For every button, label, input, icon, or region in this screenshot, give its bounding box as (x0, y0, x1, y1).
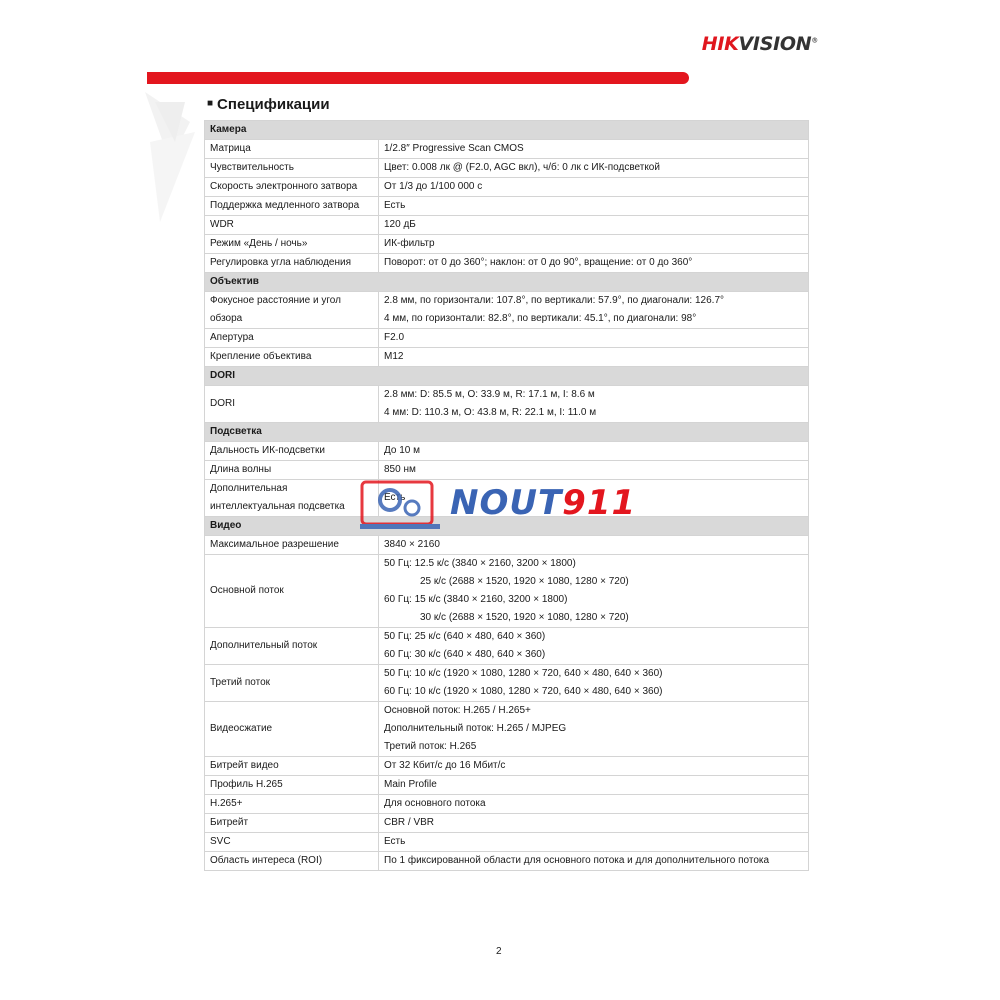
spec-value (379, 254, 809, 273)
spec-value-line: От 32 Кбит/с до 16 Мбит/с (384, 760, 506, 771)
spec-value (379, 140, 809, 159)
spec-value-line: Дополнительный поток: H.265 / MJPEG (384, 723, 567, 734)
spec-value (379, 386, 809, 423)
spec-key: Битрейт (205, 814, 379, 833)
spec-key: Фокусное расстояние и угол обзора (205, 292, 379, 329)
spec-value-line: 50 Гц: 10 к/с (1920 × 1080, 1280 × 720, 640 × 480, 640 × 360) (384, 668, 663, 679)
spec-value-line: 850 нм (384, 464, 416, 475)
section-header (205, 121, 809, 140)
table-row (205, 254, 809, 273)
spec-value (379, 235, 809, 254)
spec-value-line: 1/2.8″ Progressive Scan CMOS (384, 143, 524, 154)
spec-value-line: До 10 м (384, 445, 421, 456)
spec-key: Битрейт видео (205, 757, 379, 776)
spec-value-line: 30 к/с (2688 × 1520, 1920 × 1080, 1280 × 720) (420, 612, 629, 623)
spec-key: H.265+ (205, 795, 379, 814)
spec-key: Дальность ИК-подсветки (205, 442, 379, 461)
watermark-text: NOUT911 (450, 483, 637, 523)
spec-value (379, 628, 809, 665)
spec-value (379, 159, 809, 178)
spec-value (379, 757, 809, 776)
spec-key: Апертура (205, 329, 379, 348)
table-row (205, 159, 809, 178)
spec-value (379, 536, 809, 555)
spec-value-line: ИК-фильтр (384, 238, 435, 249)
spec-value-line: 4 мм: D: 110.3 м, O: 43.8 м, R: 22.1 м, I: 11.0 м (384, 407, 597, 418)
spec-value (379, 442, 809, 461)
spec-key: Регулировка угла наблюдения (205, 254, 379, 273)
spec-key: SVC (205, 833, 379, 852)
spec-value (379, 197, 809, 216)
spec-value-line: Поворот: от 0 до 360°; наклон: от 0 до 90°, вращение: от 0 до 360° (384, 257, 693, 268)
spec-key: WDR (205, 216, 379, 235)
spec-key: Максимальное разрешение (205, 536, 379, 555)
table-row (205, 235, 809, 254)
table-row (205, 216, 809, 235)
spec-value-line: 2.8 мм, по горизонтали: 107.8°, по вертикали: 57.9°, по диагонали: 126.7° (384, 295, 725, 306)
table-row (205, 178, 809, 197)
page-number: 2 (496, 946, 502, 957)
table-row (205, 814, 809, 833)
table-row (205, 833, 809, 852)
table-row (205, 197, 809, 216)
spec-value (379, 833, 809, 852)
table-row (205, 536, 809, 555)
spec-key: Видеосжатие (205, 702, 379, 757)
spec-value-line: Для основного потока (384, 798, 486, 809)
spec-value-line: Есть (384, 836, 406, 847)
spec-value-line: 4 мм, по горизонтали: 82.8°, по вертикали: 45.1°, по диагонали: 98° (384, 313, 697, 324)
table-row (205, 292, 809, 329)
spec-value-line: Цвет: 0.008 лк @ (F2.0, AGC вкл), ч/б: 0 лк с ИК-подсветкой (384, 162, 660, 173)
spec-value (379, 292, 809, 329)
spec-value-line: 25 к/с (2688 × 1520, 1920 × 1080, 1280 × 720) (420, 576, 629, 587)
spec-key: Скорость электронного затвора (205, 178, 379, 197)
table-row (205, 386, 809, 423)
spec-value-line: 60 Гц: 30 к/с (640 × 480, 640 × 360) (384, 649, 546, 660)
spec-value-line: По 1 фиксированной области для основного потока и для дополнительного потока (384, 855, 770, 866)
spec-value-line: M12 (384, 351, 404, 362)
section-header (205, 367, 809, 386)
spec-key: DORI (205, 386, 379, 423)
spec-key: Поддержка медленного затвора (205, 197, 379, 216)
spec-value (379, 329, 809, 348)
spec-value (379, 776, 809, 795)
table-row (205, 628, 809, 665)
section-title: Видео (205, 517, 809, 536)
spec-value-line: 60 Гц: 15 к/с (3840 × 2160, 3200 × 1800) (384, 594, 568, 605)
spec-value-line: 2.8 мм: D: 85.5 м, O: 33.9 м, R: 17.1 м, I: 8.6 м (384, 389, 595, 400)
spec-value-line: 60 Гц: 10 к/с (1920 × 1080, 1280 × 720, 640 × 480, 640 × 360) (384, 686, 663, 697)
spec-key: Крепление объектива (205, 348, 379, 367)
table-row (205, 348, 809, 367)
spec-value (379, 814, 809, 833)
spec-key: Область интереса (ROI) (205, 852, 379, 871)
table-row (205, 702, 809, 757)
spec-value-line: 50 Гц: 12.5 к/с (3840 × 2160, 3200 × 1800) (384, 558, 576, 569)
spec-value-line: От 1/3 до 1/100 000 с (384, 181, 483, 192)
spec-value-line: Есть (384, 200, 406, 211)
section-header (205, 273, 809, 292)
spec-key: Дополнительная интеллектуальная подсветка (205, 480, 379, 517)
spec-value-line: 120 дБ (384, 219, 416, 230)
table-row (205, 757, 809, 776)
table-row (205, 555, 809, 628)
hikvision-logo: HIKVISION® (701, 33, 818, 55)
spec-value-line: CBR / VBR (384, 817, 435, 828)
spec-value (379, 348, 809, 367)
spec-key: Матрица (205, 140, 379, 159)
section-header (205, 423, 809, 442)
spec-value (379, 555, 809, 628)
spec-value (379, 178, 809, 197)
table-row (205, 665, 809, 702)
spec-value (379, 702, 809, 757)
spec-key: Третий поток (205, 665, 379, 702)
spec-key: Режим «День / ночь» (205, 235, 379, 254)
spec-value-line: Есть (384, 492, 406, 503)
spec-key: Профиль H.265 (205, 776, 379, 795)
spec-value-line: 50 Гц: 25 к/с (640 × 480, 640 × 360) (384, 631, 546, 642)
spec-value-line: Main Profile (384, 779, 437, 790)
table-row (205, 140, 809, 159)
section-title: DORI (205, 367, 809, 386)
section-title: Подсветка (205, 423, 809, 442)
spec-key: Длина волны (205, 461, 379, 480)
spec-value (379, 216, 809, 235)
table-row (205, 852, 809, 871)
header-red-bar (147, 72, 689, 84)
spec-key: Чувствительность (205, 159, 379, 178)
decorative-shape (140, 82, 210, 232)
section-title: Объектив (205, 273, 809, 292)
spec-value (379, 665, 809, 702)
table-row (205, 776, 809, 795)
table-row (205, 442, 809, 461)
spec-value (379, 795, 809, 814)
section-title: Камера (205, 121, 809, 140)
spec-value-line: 3840 × 2160 (384, 539, 440, 550)
spec-value-line: F2.0 (384, 332, 405, 343)
table-row (205, 795, 809, 814)
page-title: ■ Спецификации (207, 96, 330, 113)
spec-value-line: Третий поток: H.265 (384, 741, 477, 752)
spec-value (379, 852, 809, 871)
spec-key: Основной поток (205, 555, 379, 628)
spec-value-line: Основной поток: H.265 / H.265+ (384, 705, 531, 716)
spec-key: Дополнительный поток (205, 628, 379, 665)
table-row (205, 329, 809, 348)
